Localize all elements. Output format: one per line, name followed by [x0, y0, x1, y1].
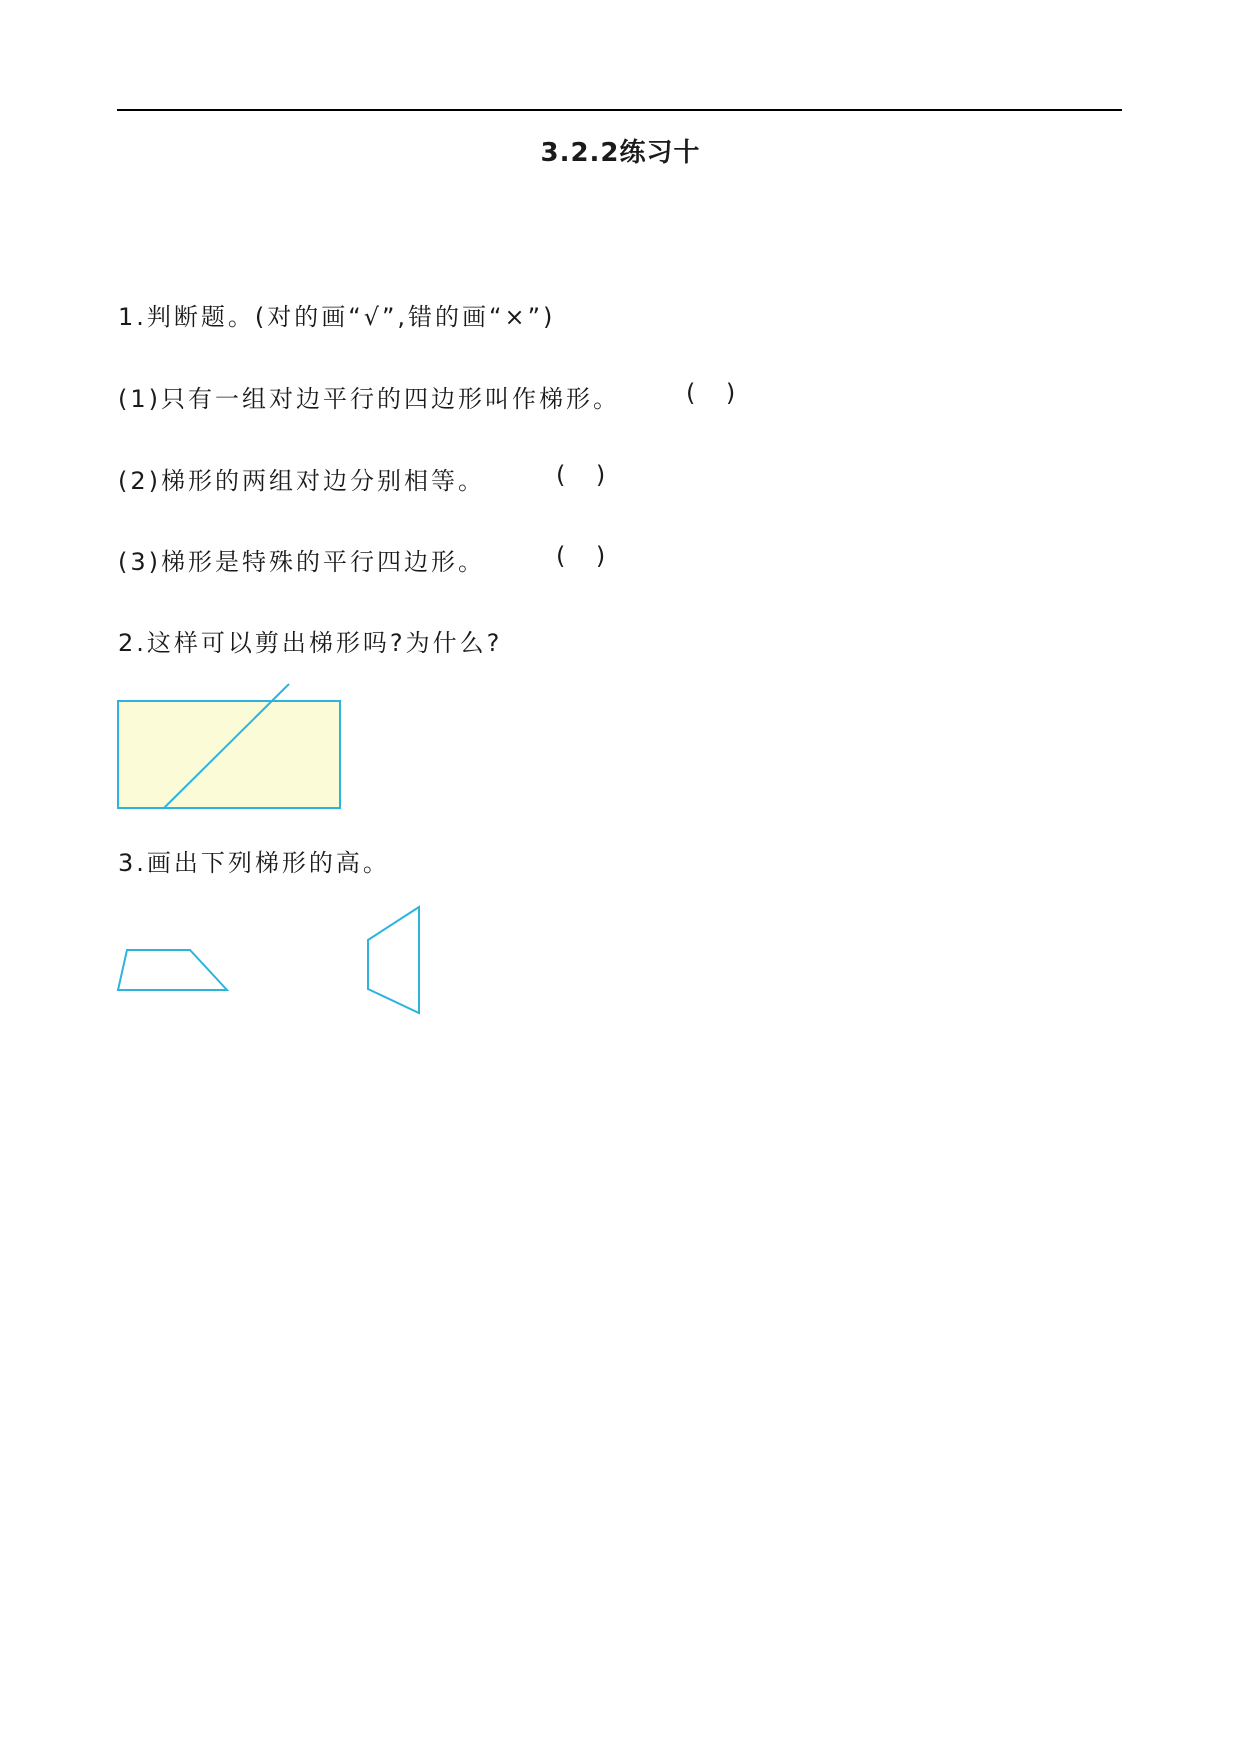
- top-rule: [117, 109, 1122, 111]
- question-2-prompt: 2.这样可以剪出梯形吗?为什么?: [118, 629, 503, 657]
- answer-blank-2[interactable]: ( ): [556, 461, 606, 489]
- trapezoid-figure-1: [110, 942, 235, 994]
- trapezoid-figure-2: [360, 900, 425, 1020]
- question-1-prompt: 1.判断题。(对的画“√”,错的画“×”): [118, 303, 556, 331]
- answer-blank-3[interactable]: ( ): [556, 542, 606, 570]
- question-1-item-1: (1)只有一组对边平行的四边形叫作梯形。: [118, 385, 620, 413]
- trapezoid-shape-2: [368, 907, 419, 1013]
- trapezoid-shape-1: [118, 950, 227, 990]
- question-1-item-2: (2)梯形的两组对边分别相等。: [118, 467, 485, 495]
- question-1-item-3: (3)梯形是特殊的平行四边形。: [118, 548, 485, 576]
- page-title: 3.2.2练习十: [540, 138, 701, 168]
- rectangle-cut-figure: [110, 680, 350, 815]
- answer-blank-1[interactable]: ( ): [686, 379, 736, 407]
- rectangle-shape: [118, 701, 340, 808]
- question-3-prompt: 3.画出下列梯形的高。: [118, 849, 390, 877]
